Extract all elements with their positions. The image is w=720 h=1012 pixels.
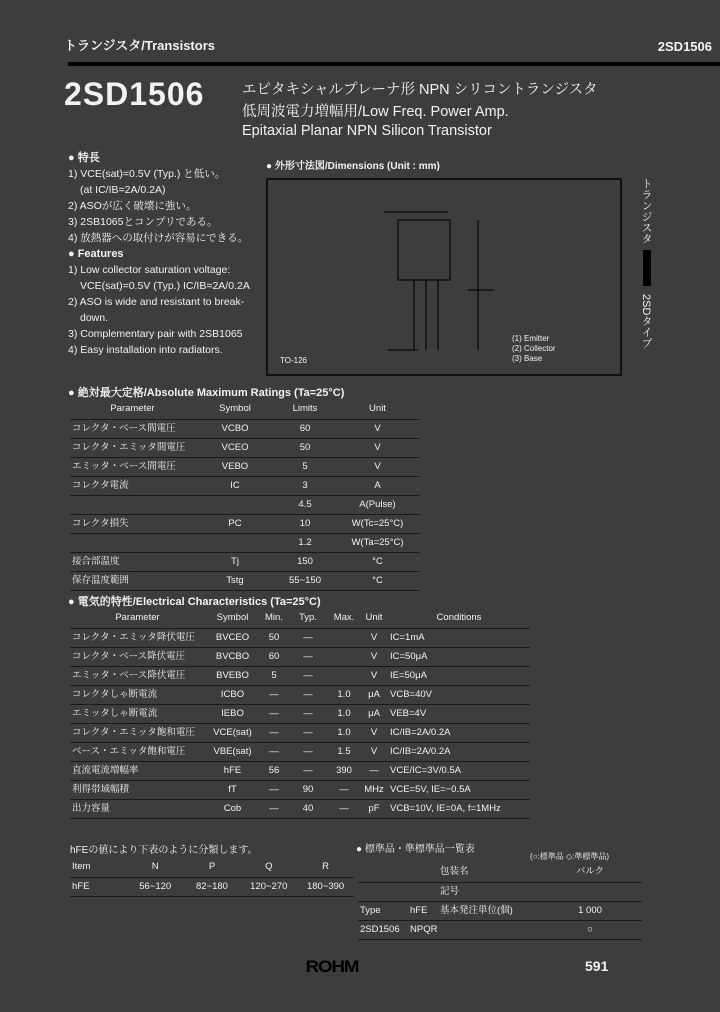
cell: Q <box>240 858 297 877</box>
table-cell: — <box>288 666 328 685</box>
table-cell: 利得帯域幅積 <box>70 780 205 799</box>
table-cell: 10 <box>275 514 335 533</box>
hfe-rank-header <box>70 858 354 877</box>
table-cell: °C <box>335 571 420 590</box>
features-jp-heading: ● 特長 <box>68 152 100 164</box>
table-cell: エミッタ・ベース間電圧 <box>70 457 195 476</box>
package-name: TO-126 <box>280 356 307 365</box>
table-cell <box>70 495 195 514</box>
table-cell: — <box>288 647 328 666</box>
table-cell: PC <box>195 514 275 533</box>
table-cell: — <box>260 723 288 742</box>
table-cell: — <box>288 723 328 742</box>
header-part-number: 2SD1506 <box>657 39 712 54</box>
feature-jp-item: (at IC/IB=2A/0.2A) <box>80 184 166 196</box>
table-cell: — <box>260 780 288 799</box>
cell: 包装名 <box>438 863 538 882</box>
table-cell: V <box>335 438 420 457</box>
cell: 2SD1506 <box>358 920 408 939</box>
table-cell: 150 <box>275 552 335 571</box>
table-cell: コレクタ・エミッタ間電圧 <box>70 438 195 457</box>
table-cell: — <box>328 780 360 799</box>
table-cell: VEBO <box>195 457 275 476</box>
cell: 記号 <box>438 882 538 901</box>
hfe-rank-table <box>70 858 354 897</box>
table-cell: 40 <box>288 799 328 818</box>
table-cell: hFE <box>205 761 260 780</box>
table-cell: コレクタ・ベース間電圧 <box>70 419 195 438</box>
table-cell: コレクタ・エミッタ降伏電圧 <box>70 628 205 647</box>
subtitle-jp: エピタキシャルプレーナ形 NPN シリコントランジスタ <box>242 82 598 98</box>
table-cell: 50 <box>260 628 288 647</box>
table-cell: BVCBO <box>205 647 260 666</box>
cell: 180~390 <box>297 877 354 896</box>
table-cell: エミッタ・ベース降伏電圧 <box>70 666 205 685</box>
table-cell: IC=1mA <box>388 628 530 647</box>
table-cell: V <box>335 457 420 476</box>
rohm-logo: ROHM <box>305 957 359 976</box>
table-row <box>70 628 530 647</box>
table-cell: コレクタしゃ断電流 <box>70 685 205 704</box>
table-cell: 4.5 <box>275 495 335 514</box>
abs-max-table <box>70 400 420 591</box>
table-row <box>70 419 420 438</box>
table-cell: — <box>260 704 288 723</box>
table-cell: 1.2 <box>275 533 335 552</box>
table-cell: V <box>360 628 388 647</box>
table-cell: ベース・エミッタ飽和電圧 <box>70 742 205 761</box>
table-cell: Tstg <box>195 571 275 590</box>
table-cell: °C <box>335 552 420 571</box>
table-cell: コレクタ損失 <box>70 514 195 533</box>
column-header: Max. <box>328 609 360 628</box>
cell: Type <box>358 901 408 920</box>
table-cell: IE=50μA <box>388 666 530 685</box>
side-tab-marker <box>643 250 651 286</box>
table-cell: コレクタ電流 <box>70 476 195 495</box>
feature-jp-item: 2) ASOが広く破壊に強い。 <box>68 200 197 212</box>
table-cell <box>328 647 360 666</box>
part-number-title: 2SD1506 <box>64 76 205 112</box>
feature-en-item: 1) Low collector saturation voltage: <box>68 264 231 276</box>
cell: バルク <box>538 863 642 882</box>
table-cell: — <box>288 742 328 761</box>
table-cell: — <box>328 799 360 818</box>
table-cell: 出力容量 <box>70 799 205 818</box>
table-cell: ICBO <box>205 685 260 704</box>
table-cell: VCBO <box>195 419 275 438</box>
table-row <box>70 552 420 571</box>
table-row <box>70 799 530 818</box>
table-cell: V <box>360 742 388 761</box>
table-cell: エミッタしゃ断電流 <box>70 704 205 723</box>
header-rule <box>68 62 720 66</box>
hfe-rank-note: hFEの値により下表のように分類します。 <box>70 845 258 856</box>
table-cell: — <box>260 799 288 818</box>
table-cell: IC <box>195 476 275 495</box>
pin-legend <box>512 334 556 364</box>
table-cell: VCE(sat) <box>205 723 260 742</box>
table-row <box>70 704 530 723</box>
table-row <box>70 533 420 552</box>
feature-en-item: 3) Complementary pair with 2SB1065 <box>68 328 243 340</box>
feature-en-item: down. <box>80 312 109 324</box>
table-cell: 5 <box>275 457 335 476</box>
column-header: Unit <box>335 400 420 419</box>
table-cell: コレクタ・ベース降伏電圧 <box>70 647 205 666</box>
features-en-heading: ● Features <box>68 248 124 260</box>
cell: P <box>184 858 241 877</box>
table-cell: — <box>288 761 328 780</box>
table-cell: V <box>360 666 388 685</box>
feature-en-item: VCE(sat)=0.5V (Typ.) IC/IB=2A/0.2A <box>80 280 250 292</box>
table-row <box>70 666 530 685</box>
table-row <box>70 457 420 476</box>
column-header: Typ. <box>288 609 328 628</box>
table-cell: 1.0 <box>328 685 360 704</box>
column-header: Parameter <box>70 609 205 628</box>
table-row <box>70 438 420 457</box>
column-header: Symbol <box>195 400 275 419</box>
column-header: Symbol <box>205 609 260 628</box>
table-cell: 50 <box>275 438 335 457</box>
feature-en-item: 4) Easy installation into radiators. <box>68 344 223 356</box>
table-cell: IEBO <box>205 704 260 723</box>
table-cell: BVEBO <box>205 666 260 685</box>
pin-base: (3) Base <box>512 354 543 363</box>
table-cell: V <box>360 723 388 742</box>
feature-en-item: 2) ASO is wide and resistant to break- <box>68 296 245 308</box>
table-cell: コレクタ・エミッタ飽和電圧 <box>70 723 205 742</box>
column-header: Min. <box>260 609 288 628</box>
side-tab-type: 2SDタイプ <box>640 294 652 349</box>
table-cell: 90 <box>288 780 328 799</box>
table-row <box>70 476 420 495</box>
table-cell: Cob <box>205 799 260 818</box>
column-header: Conditions <box>388 609 530 628</box>
dimensions-drawing <box>266 178 622 376</box>
cell: 56~120 <box>127 877 184 896</box>
elec-table <box>70 609 530 819</box>
table-cell: Tj <box>195 552 275 571</box>
table-cell <box>70 533 195 552</box>
table-cell: — <box>288 685 328 704</box>
page-number: 591 <box>585 958 609 974</box>
column-header: Limits <box>275 400 335 419</box>
pin-emitter: (1) Emitter <box>512 334 550 343</box>
features-section <box>68 150 264 358</box>
pin-collector: (2) Collector <box>512 344 556 353</box>
cell: hFE <box>70 877 127 896</box>
cell: ○ <box>538 920 642 939</box>
feature-jp-item: 4) 放熱器への取付けが容易にできる。 <box>68 232 249 244</box>
table-cell: 390 <box>328 761 360 780</box>
table-cell: — <box>360 761 388 780</box>
table-cell: fT <box>205 780 260 799</box>
table-cell: 56 <box>260 761 288 780</box>
table-cell: μA <box>360 704 388 723</box>
cell: R <box>297 858 354 877</box>
table-cell: — <box>288 628 328 647</box>
column-header: Parameter <box>70 400 195 419</box>
table-cell: A <box>335 476 420 495</box>
table-cell: IC/IB=2A/0.2A <box>388 742 530 761</box>
table-cell: VCE/IC=3V/0.5A <box>388 761 530 780</box>
table-row <box>70 685 530 704</box>
table-cell: W(Tc=25°C) <box>335 514 420 533</box>
table-row <box>70 742 530 761</box>
table-cell: 直流電流増幅率 <box>70 761 205 780</box>
table-header <box>70 400 420 419</box>
table-cell: VCB=10V, IE=0A, f=1MHz <box>388 799 530 818</box>
packaging-table <box>358 863 642 940</box>
column-header: Unit <box>360 609 388 628</box>
cell: 1 000 <box>538 901 642 920</box>
table-cell: VCEO <box>195 438 275 457</box>
cell: hFE <box>408 901 438 920</box>
cell: N <box>127 858 184 877</box>
header-category: トランジスタ/Transistors <box>64 38 215 53</box>
table-cell: 60 <box>275 419 335 438</box>
table-cell: μA <box>360 685 388 704</box>
table-cell: IC/IB=2A/0.2A <box>388 723 530 742</box>
table-cell: — <box>288 704 328 723</box>
table-cell: VBE(sat) <box>205 742 260 761</box>
cell: 120~270 <box>240 877 297 896</box>
table-cell: 3 <box>275 476 335 495</box>
abs-max-heading: ● 絶対最大定格/Absolute Maximum Ratings (Ta=25°C) <box>68 387 345 399</box>
table-cell: — <box>260 685 288 704</box>
packaging-heading: ● 標準品・準標準品一覧表 <box>356 844 475 855</box>
table-row <box>70 761 530 780</box>
table-row <box>70 647 530 666</box>
table-row <box>70 514 420 533</box>
table-cell: V <box>360 647 388 666</box>
table-cell: 接合部温度 <box>70 552 195 571</box>
hfe-rank-values <box>70 877 354 896</box>
side-tab-category: トランジスタ <box>640 178 652 244</box>
table-cell <box>195 533 275 552</box>
package-outline-drawing <box>268 180 620 374</box>
elec-heading: ● 電気的特性/Electrical Characteristics (Ta=25°C) <box>68 596 321 608</box>
subtitle-en: Epitaxial Planar NPN Silicon Transistor <box>242 123 492 139</box>
table-cell: W(Ta=25°C) <box>335 533 420 552</box>
feature-jp-item: 1) VCE(sat)=0.5V (Typ.) と低い。 <box>68 168 226 180</box>
cell: NPQR <box>408 920 438 939</box>
table-cell: MHz <box>360 780 388 799</box>
cell: 82~180 <box>184 877 241 896</box>
table-cell: pF <box>360 799 388 818</box>
feature-jp-item: 3) 2SB1065とコンプリである。 <box>68 216 218 228</box>
table-row <box>70 723 530 742</box>
table-cell: VCB=40V <box>388 685 530 704</box>
table-cell: IC=50μA <box>388 647 530 666</box>
table-cell <box>328 628 360 647</box>
packaging-legend: (○:標準品 ◇:準標準品) <box>530 852 609 861</box>
cell: Item <box>70 858 127 877</box>
dimensions-heading: ● 外形寸法図/Dimensions (Unit : mm) <box>266 161 440 172</box>
table-cell: 1.5 <box>328 742 360 761</box>
table-row <box>70 571 420 590</box>
table-cell: VCE=5V, IE=−0.5A <box>388 780 530 799</box>
subtitle-application: 低周波電力増幅用/Low Freq. Power Amp. <box>242 104 509 120</box>
table-cell: 55~150 <box>275 571 335 590</box>
table-row <box>70 495 420 514</box>
table-cell: 保存温度範囲 <box>70 571 195 590</box>
table-cell <box>195 495 275 514</box>
cell: 基本発注単位(個) <box>438 901 538 920</box>
table-cell: 1.0 <box>328 704 360 723</box>
table-cell: A(Pulse) <box>335 495 420 514</box>
table-cell: — <box>260 742 288 761</box>
table-header <box>70 609 530 628</box>
table-cell: 1.0 <box>328 723 360 742</box>
table-cell: 5 <box>260 666 288 685</box>
table-cell: 60 <box>260 647 288 666</box>
table-cell: VEB=4V <box>388 704 530 723</box>
table-cell <box>328 666 360 685</box>
table-cell: BVCEO <box>205 628 260 647</box>
table-row <box>70 780 530 799</box>
table-cell: V <box>335 419 420 438</box>
